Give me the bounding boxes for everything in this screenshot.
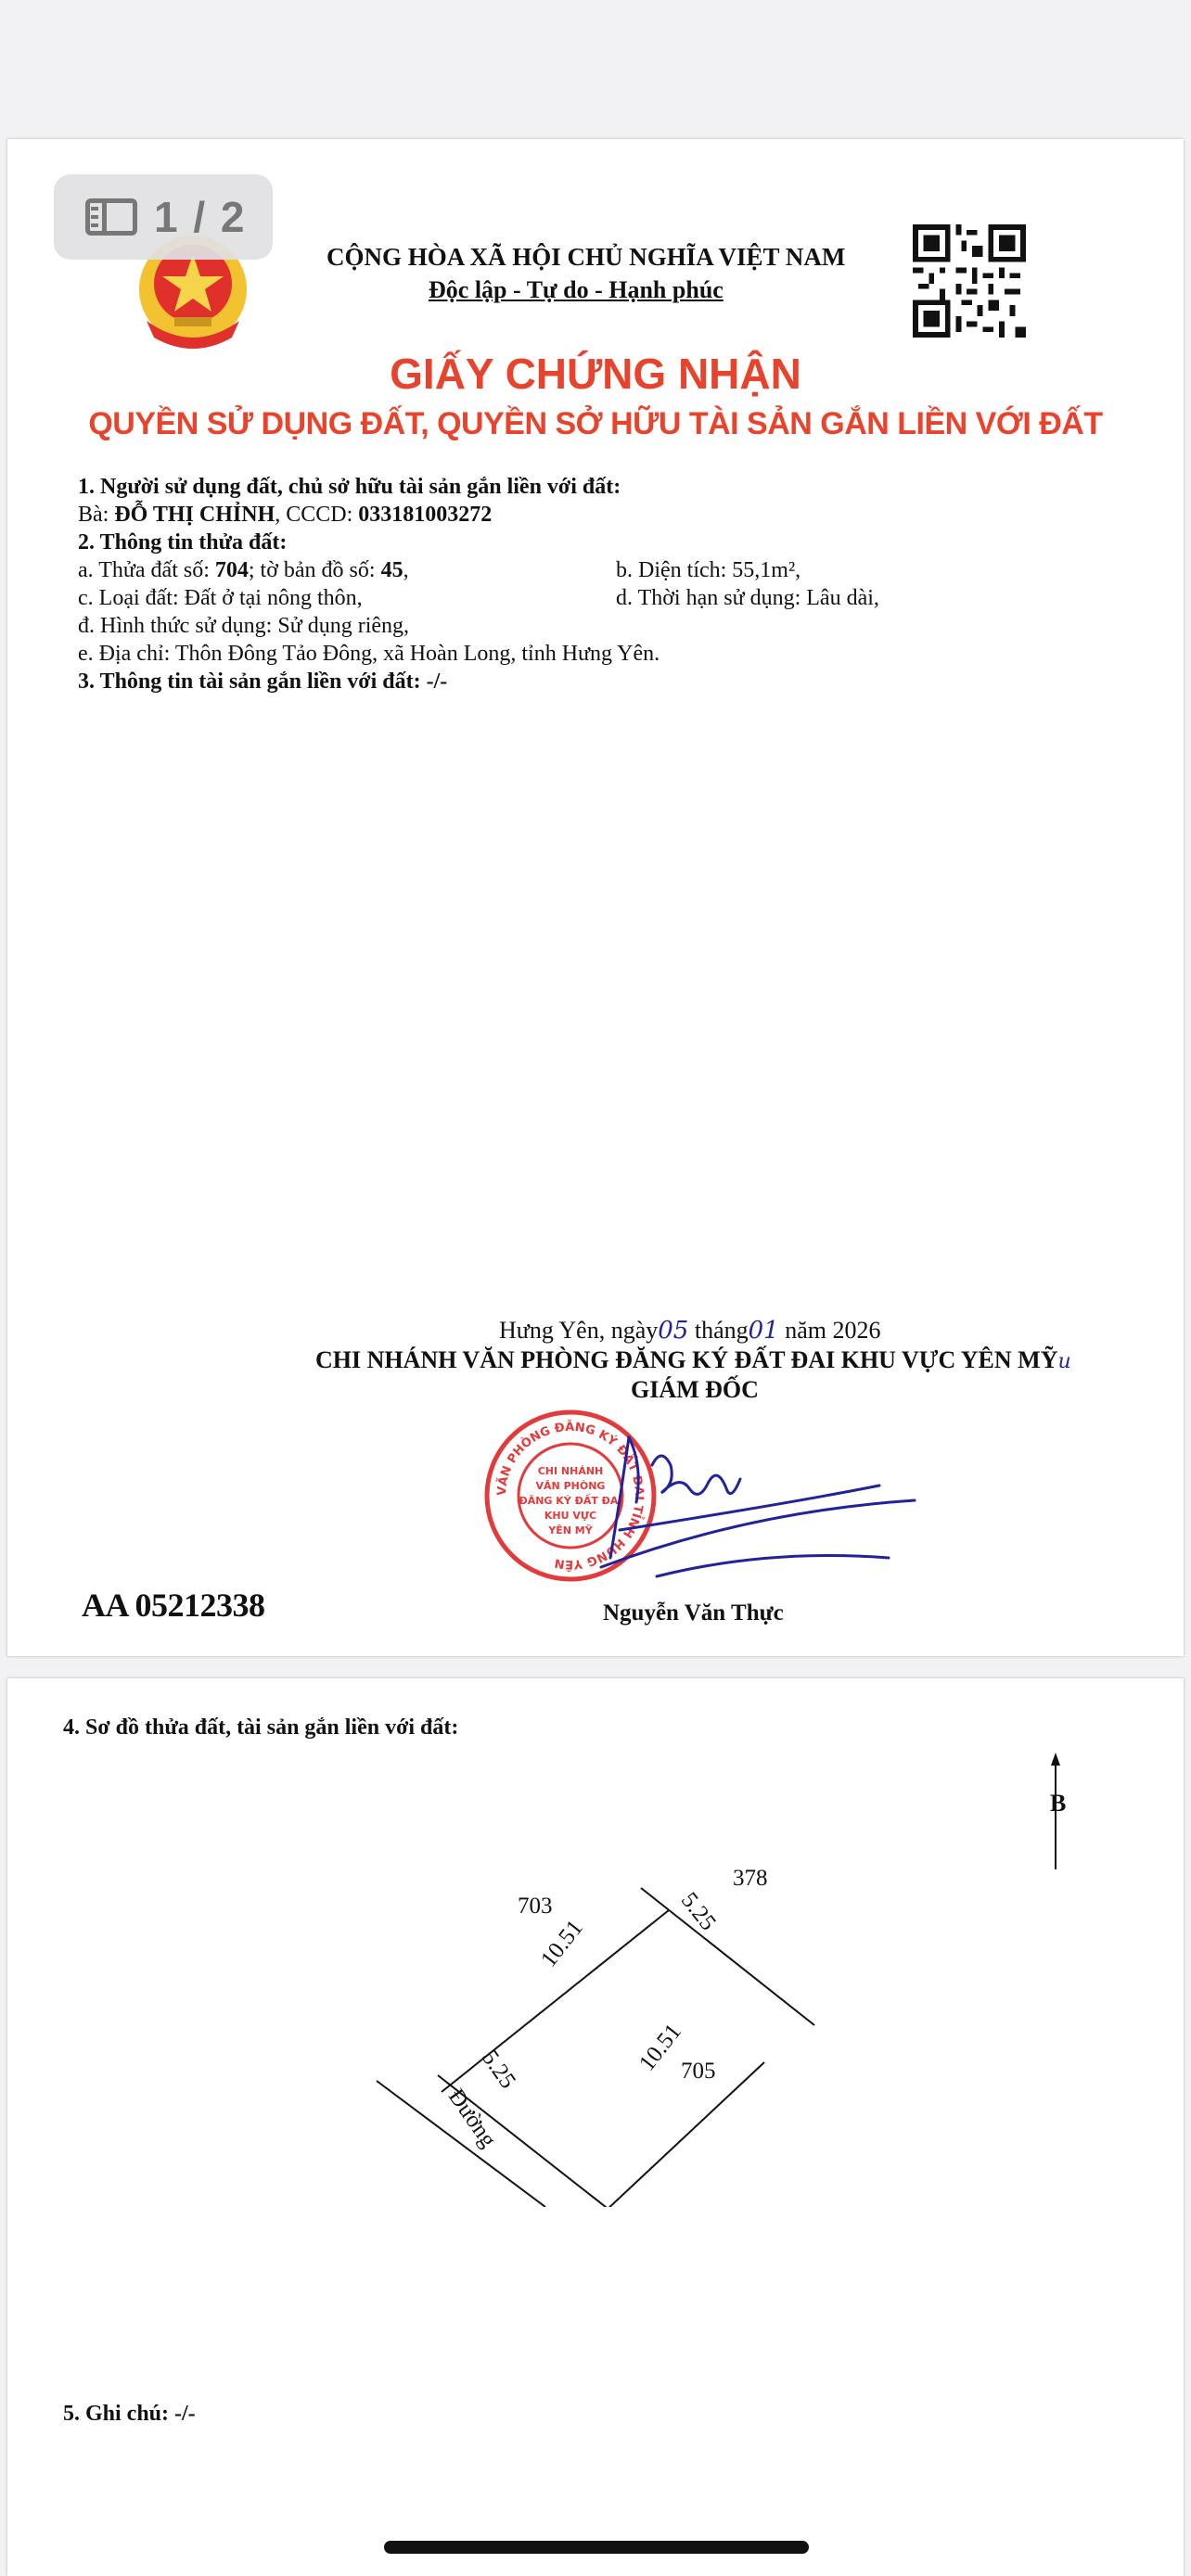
certificate-page-2 — [7, 1678, 1184, 2576]
section3-heading: 3. Thông tin tài sản gắn liền với đất: -/- — [78, 670, 448, 694]
stamp-ring-text: VĂN PHÒNG ĐĂNG KÝ ĐẤT ĐAI TỈNH HƯNG YÊN — [494, 1420, 647, 1572]
signer-name: Nguyễn Văn Thực — [603, 1600, 784, 1626]
handwritten-day: 05 — [658, 1317, 689, 1345]
page-indicator-text: 1 / 2 — [154, 193, 247, 241]
stamp-center-line: YÊN MỸ — [548, 1524, 593, 1537]
certificate-subtitle: QUYỀN SỬ DỤNG ĐẤT, QUYỀN SỞ HỮU TÀI SẢN GẮN LIỀN VỚI ĐẤT — [88, 406, 1103, 441]
handwritten-month: 01 — [748, 1317, 779, 1345]
qr-code-icon[interactable] — [913, 224, 1026, 338]
parcel-right-edge — [560, 2062, 764, 2207]
stamp-center-line: ĐĂNG KÝ ĐẤT ĐAI — [519, 1495, 622, 1507]
section1-heading: 1. Người sử dụng đất, chủ sở hữu tài sản gắn liền với đất: — [78, 475, 621, 499]
signer-position: GIÁM ĐỐC — [631, 1376, 759, 1403]
north-label: B — [1050, 1790, 1067, 1817]
dimension-bottom-side: 5.25 — [476, 2046, 521, 2094]
section4-heading: 4. Sơ đồ thửa đất, tài sản gắn liền với đất: — [63, 1715, 459, 1740]
parcel-number-line: a. Thửa đất số: 704; tờ bản đồ số: 45, — [78, 558, 409, 582]
certificate-title: GIẤY CHỨNG NHẬN — [390, 350, 801, 398]
section5-heading: 5. Ghi chú: -/- — [63, 2402, 196, 2426]
page-thumbnails-icon[interactable] — [85, 198, 137, 236]
section2-heading: 2. Thông tin thửa đất: — [78, 530, 288, 555]
neighbor-703: 703 — [518, 1894, 553, 1919]
usage-form-line: đ. Hình thức sử dụng: Sử dụng riêng, — [78, 614, 410, 638]
dimension-right-side: 10.51 — [634, 2019, 686, 2076]
neighbor-378: 378 — [733, 1866, 768, 1891]
address-line: e. Địa chỉ: Thôn Đông Tảo Đông, xã Hoàn Long, tỉnh Hưng Yên. — [78, 642, 660, 666]
issuing-branch: CHI NHÁNH VĂN PHÒNG ĐĂNG KÝ ĐẤT ĐAI KHU VỰC YÊN MỸu — [315, 1346, 1071, 1373]
serial-number: AA 05212338 — [82, 1587, 265, 1624]
dimension-top-side: 5.25 — [675, 1888, 721, 1936]
header-national-name: CỘNG HÒA XÃ HỘI CHỦ NGHĨA VIỆT NAM — [327, 243, 846, 271]
header-motto: Độc lập - Tự do - Hạnh phúc — [429, 276, 724, 303]
neighbor-705: 705 — [681, 2059, 716, 2084]
signature-icon — [564, 1409, 916, 1586]
stamp-center-line: KHU VỰC — [544, 1510, 597, 1522]
certificate-page-1 — [7, 139, 1184, 1656]
id-number: 033181003272 — [358, 503, 493, 527]
usage-term-line: d. Thời hạn sử dụng: Lâu dài, — [616, 586, 879, 610]
page-indicator[interactable] — [54, 174, 273, 260]
dimension-left-side: 10.51 — [536, 1915, 588, 1972]
land-type-line: c. Loại đất: Đất ở tại nông thôn, — [78, 586, 363, 610]
area-line: b. Diện tích: 55,1m², — [616, 558, 801, 582]
owner-line: Bà: ĐỖ THỊ CHỈNH, CCCD: 033181003272 — [78, 503, 493, 527]
parcel-diagram — [360, 1817, 842, 2207]
signing-place-date: Hưng Yên, ngày05 tháng01 năm 2026 — [499, 1317, 881, 1345]
handwritten-branch-suffix: u — [1057, 1350, 1071, 1373]
owner-name: ĐỖ THỊ CHỈNH — [114, 503, 275, 527]
stamp-center-line: VĂN PHÒNG — [535, 1480, 606, 1492]
stamp-center-line: CHI NHÁNH — [537, 1465, 604, 1477]
parcel-top-edge — [641, 1888, 814, 2025]
home-indicator[interactable] — [384, 2541, 809, 2554]
road-label: Đường — [442, 2085, 502, 2152]
